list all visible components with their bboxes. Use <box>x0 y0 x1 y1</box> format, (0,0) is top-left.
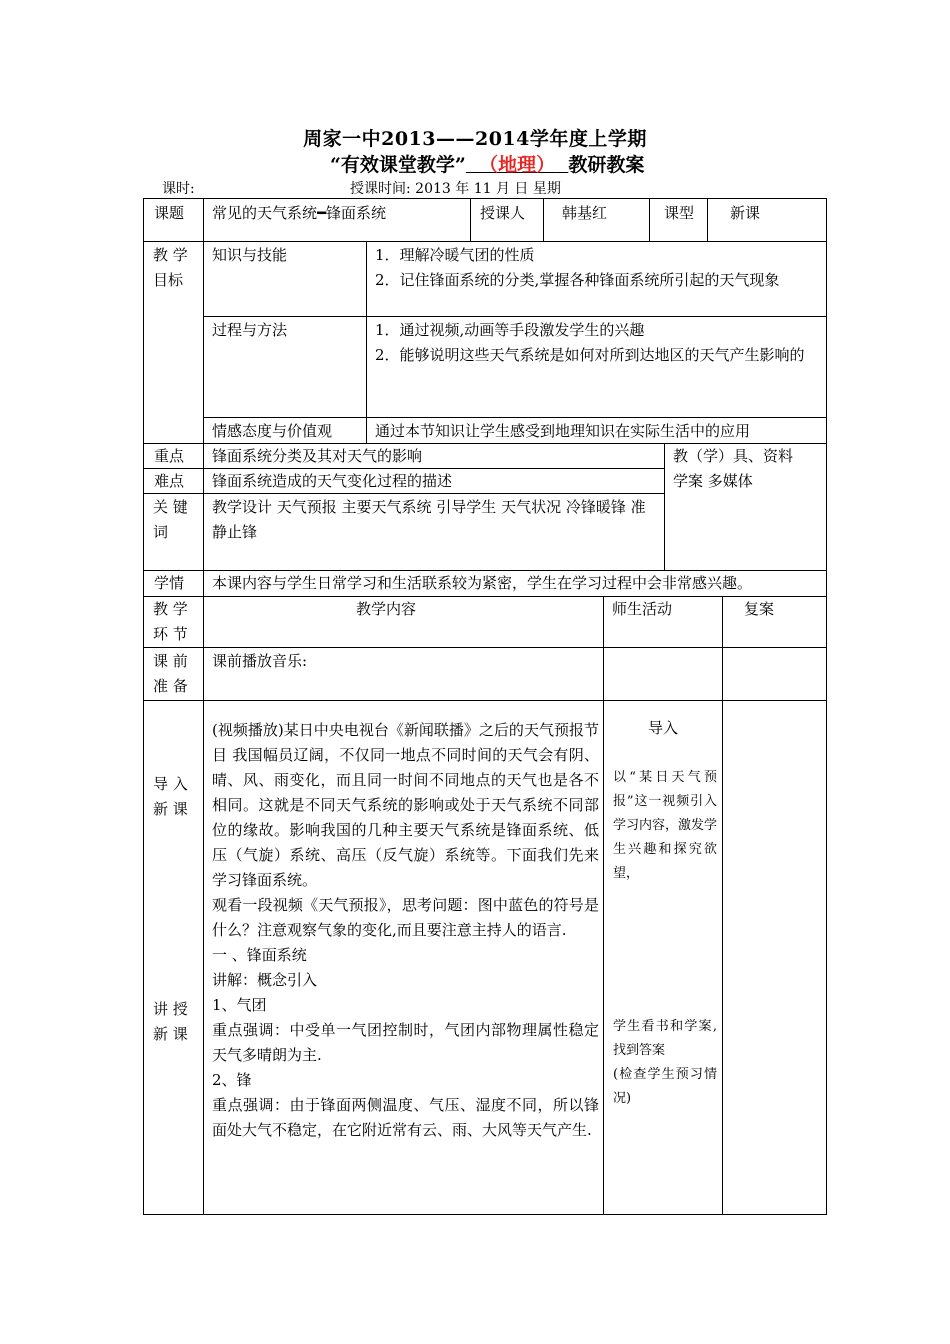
period-label: 课时: <box>162 181 195 197</box>
difficult-point-label: 难点 <box>154 472 185 490</box>
teach-label-line2: 新 课 <box>153 1025 188 1043</box>
knowledge-item-2: 2．记住锋面系统的分类,掌握各种锋面系统所引起的天气现象 <box>375 271 780 289</box>
intro-label-line1: 导 入 <box>153 775 188 793</box>
knowledge-item-1: 1．理解冷暖气团的性质 <box>375 246 535 264</box>
objectives-label-line2: 目标 <box>153 271 184 289</box>
difficult-point-value: 锋面系统造成的天气变化过程的描述 <box>212 472 453 490</box>
subject-label: （地理） <box>479 154 556 176</box>
document-title: 周家一中2013——2014学年度上学期 <box>303 128 647 150</box>
knowledge-label: 知识与技能 <box>212 246 288 264</box>
emphasis-air-mass: 重点强调：中受单一气团控制时，气团内部物理属性稳定天气多晴朗为主. <box>212 1021 599 1064</box>
emotion-label: 情感态度与价值观 <box>212 422 333 440</box>
intro-label-line2: 新 课 <box>153 800 188 818</box>
stage-header-line2: 环 节 <box>153 625 188 643</box>
document-subtitle <box>330 150 644 177</box>
section-heading: 一 、锋面系统 <box>212 946 307 964</box>
key-point-label: 重点 <box>154 447 185 465</box>
keywords-value: 教学设计 天气预报 主要天气系统 引导学生 天气状况 冷锋暖锋 准静止锋 <box>212 498 646 541</box>
activity-header: 师生活动 <box>612 600 673 618</box>
subtitle-suffix: 教研教案 <box>568 154 645 176</box>
item-front: 2、锋 <box>212 1071 252 1089</box>
intro-paragraph: (视频播放)某日中央电视台《新闻联播》之后的天气预报节目 我国幅员辽阔，不仅同一地点不同时间的天气会有阴、晴、风、雨变化，而且同一时间不同地点的天气也是各不相同。这就是不同天气系统的影响或处于天气系统不同部位的缘故。影响我国的几种主要天气系统是锋面系统、低压（气旋）系统、高压（反气旋）系统等。下面我们先来学习锋面系统。 <box>212 721 599 889</box>
process-item-1: 1．通过视频,动画等手段激发学生的兴趣 <box>375 321 645 339</box>
emphasis-front: 重点强调：由于锋面两侧温度、气压、湿度不同，所以锋面处大气不稳定，在它附近常有云、雨、大风等天气产生. <box>212 1096 599 1139</box>
class-time-label: 授课时间: 2013 年 11 月 日 星期 <box>350 181 561 197</box>
keywords-label-line1: 关 键 <box>153 498 188 516</box>
topic-label: 课题 <box>154 204 185 222</box>
teach-label-line1: 讲 授 <box>153 1000 188 1018</box>
activity-intro: 导入 <box>648 719 679 737</box>
topic-value: 常见的天气系统━锋面系统 <box>212 204 387 222</box>
content-header: 教学内容 <box>356 600 417 618</box>
emotion-value: 通过本节知识让学生感受到地理知识在实际生活中的应用 <box>375 422 751 440</box>
stage-header-line1: 教 学 <box>153 600 188 618</box>
process-item-2: 2．能够说明这些天气系统是如何对所到达地区的天气产生影响的 <box>375 346 805 364</box>
subtitle-prefix: “有效课堂教学” <box>330 154 466 176</box>
lesson-type-value: 新课 <box>730 204 761 222</box>
teacher-label: 授课人 <box>480 204 526 222</box>
situation-label: 学情 <box>154 574 185 592</box>
prep-label-line1: 课 前 <box>153 652 188 670</box>
lesson-content <box>212 718 599 1143</box>
explain-line: 讲解：概念引入 <box>212 971 318 989</box>
lesson-type-label: 课型 <box>664 204 695 222</box>
item-air-mass: 1、气团 <box>212 996 267 1014</box>
objectives-label-line1: 教 学 <box>153 246 188 264</box>
prep-content: 课前播放音乐: <box>212 652 308 670</box>
activity-description-2: 学生看书和学案,找到答案 (检查学生预习情况) <box>613 1019 717 1106</box>
teaching-tools-value: 学案 多媒体 <box>673 472 753 490</box>
teaching-tools-label: 教（学）具、资料 <box>673 447 794 465</box>
process-label: 过程与方法 <box>212 321 288 339</box>
keywords-label-line2: 词 <box>153 523 169 541</box>
teacher-name: 韩基红 <box>562 204 608 222</box>
key-point-value: 锋面系统分类及其对天气的影响 <box>212 447 423 465</box>
situation-value: 本课内容与学生日常学习和生活联系较为紧密，学生在学习过程中会非常感兴趣。 <box>212 574 753 592</box>
prep-label-line2: 准 备 <box>153 677 188 695</box>
activity-description-1: 以“某日天气预报”这一视频引入学习内容，激发学生兴趣和探究欲望， <box>613 770 718 881</box>
review-header: 复案 <box>744 600 775 618</box>
video-question-paragraph: 观看一段视频《天气预报》，思考问题：图中蓝色的符号是什么？注意观察气象的变化,而且要注意主持人的语言. <box>212 896 599 939</box>
